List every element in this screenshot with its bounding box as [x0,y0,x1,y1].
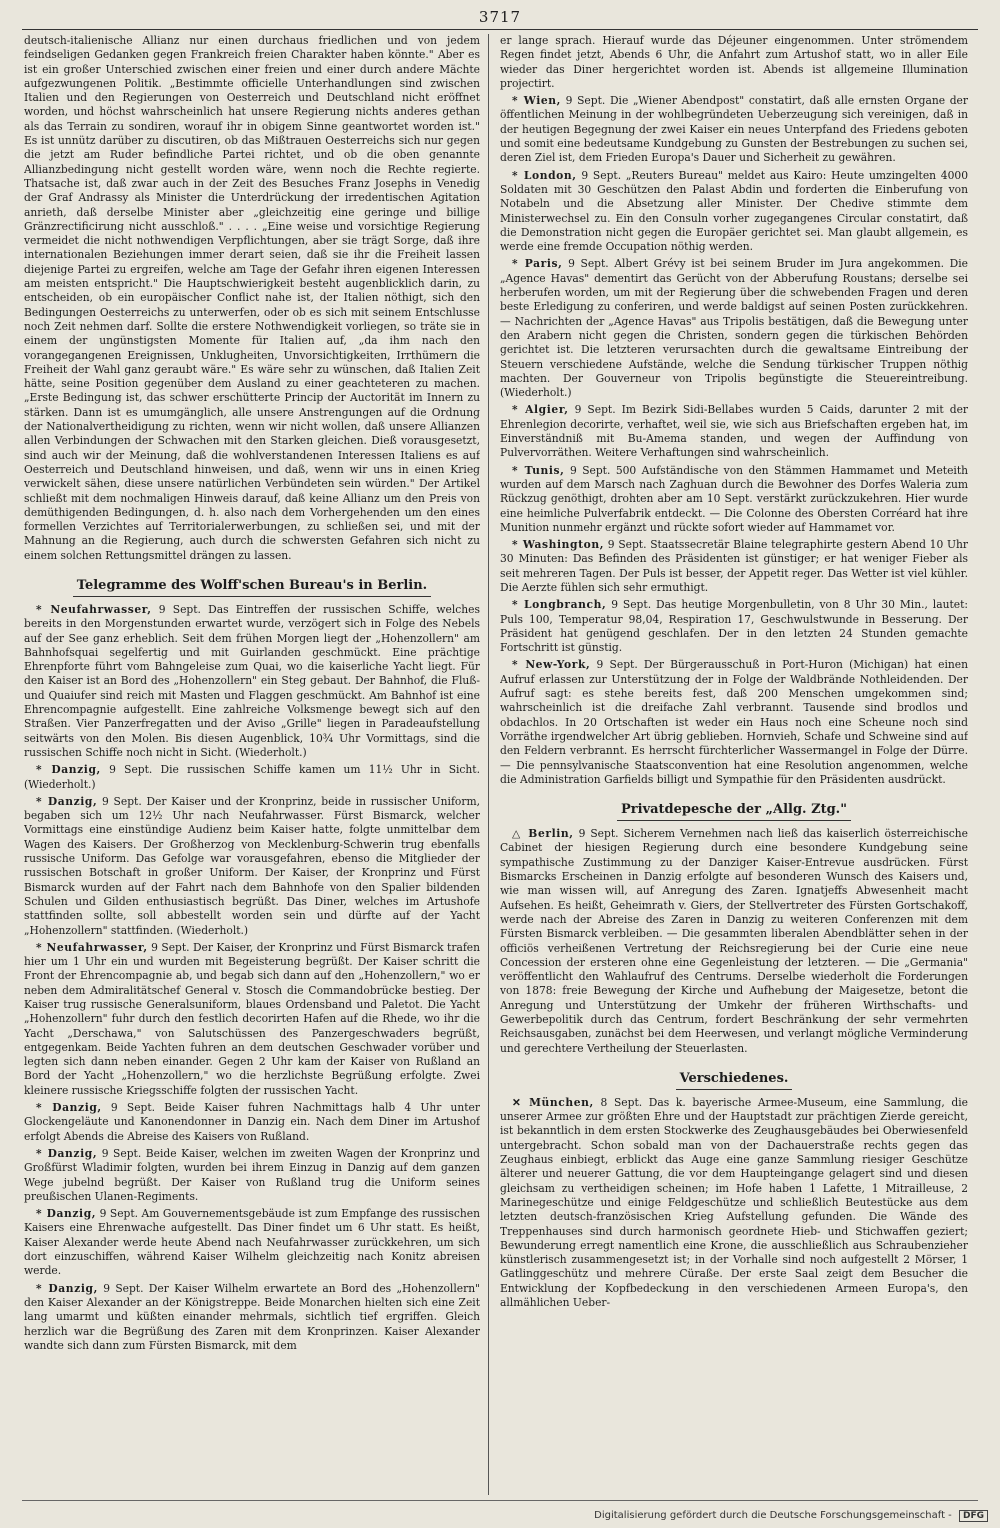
section-heading-text: Privatdepesche der „Allg. Ztg." [617,801,851,821]
footer-text: Digitalisierung gefördert durch die Deutsche Forschungsgemeinschaft - [594,1510,952,1521]
article-paragraph [500,538,968,595]
header-rule [22,29,978,30]
paragraph-text: 9 Sept. Der Kaiser und der Kronprinz, beide in russischer Uniform, begaben sich um 12½ Uhr nach Neufahrwasser. Fürst Bismarck, welcher Vormittags eine einstündige Audienz beim Kaiser hatte, folgte unmittelbar dem Wagen des Kaisers. Der Großherzog von Mecklenburg-Schwerin trug ebenfalls russische Uniform. Das Gefolge war vorausgefahren, ebenso die Mitglieder der russischen Botschaft in großer Uniform. Der Kaiser, der Kronprinz und Fürst Bismarck wurden auf der Fahrt nach dem Bahnhofe von den Spalier bildenden Schulen und Gilden enthusiastisch begrüßt. Das Diner, welches im Artushofe stattfinden sollte, soll abbestellt worden sein und dürfte auf der Yacht „Hohenzollern" stattfinden. (Wiederholt.) [24,794,480,937]
paragraph-text: 9 Sept. Beide Kaiser, welchen im zweiten Wagen der Kronprinz und Großfürst Wladimir folgten, wurden bei ihrem Einzug in Danzig auf dem ganzen Wege jubelnd begrüßt. Der Kaiser von Rußland trug die Uniform seines preußischen Ulanen-Regiments. [24,1146,480,1203]
article-paragraph [24,1101,480,1144]
article-paragraph [24,763,480,792]
article-paragraph [24,941,480,1098]
paragraph-text: 9 Sept. 500 Aufständische von den Stämmen Hammamet und Meteith wurden auf dem Marsch nach Zaghuan durch die Bewohner des Dorfes Waleria zum Rückzug genöthigt, drohten aber am 10 Sept. verstärkt zurückzukehren. Hier wurde eine heimliche Pulverfabrik entdeckt. — Die Colonne des Obersten Corréard hat ihre Munition nunmehr ergänzt und rückte sofort wieder auf Hammamet vor. [500,463,968,534]
article-paragraph [500,1096,968,1310]
section-heading-text: Verschiedenes. [676,1070,793,1090]
paragraph-text: 8 Sept. Das k. bayerische Armee-Museum, eine Sammlung, die unserer Armee zur größten Ehre und der Hauptstadt zur prächtigen Zierde gereicht, ist bekanntlich in dem ersten Stockwerke des Zeughausgebäudes bei Oberwiesenfeld untergebracht. Schon sobald man von der Dachauerstraße rechts gegen das Zeughaus einbiegt, erblickt das Auge eine ganze Sammlung riesiger Geschütze älterer und neuerer Gattung, die vor dem Haupteingange gelagert sind und diesen gleichsam zu vertheidigen scheinen; im Hofe haben 1 Lafette, 1 Mitrailleuse, 2 Marinegeschütze und einige Feldgeschütze und schließlich Beutestücke aus dem letzten deutsch-französischen Krieg Aufstellung gefunden. Die Wände des Treppenhauses sind durch harmonisch geordnete Hieb- und Stichwaffen geziert; Bewunderung erregt namentlich eine Krone, die ausschließlich aus Schraubenzieher künstlerisch zusammengesetzt ist; in der Vorhalle sind noch aufgestellt 2 Mörser, 1 Gatlinggeschütz und mehrere Cüraße. Der erste Saal zeigt dem Besucher die Entwicklung der Kopfbedeckung in den verschiedenen Armeen Europa's, den allmählichen Ueber- [500,1095,968,1310]
article-paragraph [24,34,480,563]
article-paragraph [24,1282,480,1353]
dateline: * Danzig, [36,763,101,777]
dateline: △ Berlin, [512,827,574,841]
dateline: * Danzig, [36,1207,97,1221]
paragraph-text: 9 Sept. Beide Kaiser fuhren Nachmittags halb 4 Uhr unter Glockengeläute und Kanonendonner in Danzig ein. Nach dem Diner im Artushof erfolgt Abends die Abreise des Kaisers von Rußland. [24,1101,480,1143]
paragraph-text: 9 Sept. Das heutige Morgenbulletin, von 8 Uhr 30 Min., lautet: Puls 100, Temperatur 98,04, Respiration 17, Geschwulstwunde in Besserung. Der Präsident hat genügend geschlafen. Der in den letzten 24 Stunden gemachte Fortschritt ist günstig. [500,598,968,655]
column-divider [488,34,489,1495]
dateline: * Algier, [512,403,569,417]
section-heading [500,801,968,821]
left-column [24,34,480,1497]
paragraph-text: 9 Sept. Die „Wiener Abendpost" constatirt, daß alle ernsten Organe der öffentlichen Meinung in der wohlbegründeten Ueberzeugung sich vereinigen, daß in der heutigen Begegnung der zwei Kaiser ein neues Unterpfand des Friedens geboten und somit eine bedeutsame Kundgebung zu Gunsten der Bestrebungen zu suchen sei, deren Ziel ist, dem Frieden Europa's Dauer und Sicherheit zu gewähren. [500,94,968,165]
paragraph-text: 9 Sept. Der Kaiser, der Kronprinz und Fürst Bismarck trafen hier um 1 Uhr ein und wurden mit Begeisterung begrüßt. Der Kaiser schritt die Front der Ehrencompagnie ab, und begab sich dann auf den „Hohenzollern," wo er neben dem Admiralitätschef General v. Stosch die Commandobrücke bestieg. Der Kaiser trug russische Generalsuniform, blaues Ordensband und Paletot. Die Yacht „Hohenzollern" fuhr durch den festlich decorirten Hafen auf die Rhede, wo ihr die Yacht „Derschawa," von Salutschüssen des Panzergeschwaders begrüßt, entgegenkam. Beide Yachten fuhren an dem deutschen Geschwader vorüber und legten sich dann neben einander. Gegen 2 Uhr kam der Kaiser von Rußland an Bord der Yacht „Hohenzollern," wo die herzlichste Begrüßung erfolgte. Zwei kleinere russische Kriegsschiffe folgten der russischen Yacht. [24,940,480,1097]
dateline: * Danzig, [36,1281,98,1295]
dateline: ✕ München, [512,1095,594,1109]
right-column [500,34,968,1497]
paragraph-text: 9 Sept. Albert Grévy ist bei seinem Bruder im Jura angekommen. Die „Agence Havas" dementirt das Gerücht von der Abberufung Roustans; derselbe sei herberufen worden, um mit der Regierung über die schwebenden Fragen und deren beste Erledigung zu conferiren, und werde baldigst auf seinen Posten zurückkehren. — Nachrichten der „Agence Havas" aus Tripolis bestätigen, daß die Bewegung unter den Arabern nicht gegen die Christen, sondern gegen die türkischen Behörden gerichtet ist. Die letzteren verursachten durch die gewaltsame Eintreibung der Steuern verschiedene Aufstände, welche die Sendung türkischer Truppen nöthig machten. Der Gouverneur von Tripolis begünstigte die Steuereintreibung. (Wiederholt.) [500,257,968,400]
article-paragraph [500,34,968,91]
paragraph-text: 9 Sept. Sicherem Vernehmen nach ließ das kaiserlich österreichische Cabinet der hiesigen Regierung durch eine besondere Kundgebung seine sympathische Zustimmung zu der Danziger Kaiser-Entrevue ausdrücken. Fürst Bismarcks Erscheinen in Danzig erfolgte auf besonderen Wunsch des Kaisers und, wie man wissen will, auf Anregung des Zaren. Ignatjeffs Abwesenheit macht Aufsehen. Es heißt, Geheimrath v. Giers, der Stellvertreter des Fürsten Gortschakoff, werde nach der Abreise des Zaren in Danzig zu weiteren Conferenzen mit dem Fürsten Bismarck verbleiben. — Die gesammten liberalen Abendblätter sehen in der officiös verheißenen Vertretung der Reichsregierung bei der Curie eine neue Concession der ersteren ohne eine Gegenleistung der letzteren. — Die „Germania" veröffentlicht den Wahlaufruf des Centrums. Derselbe wiederholt die Forderungen von 1878: freie Bewegung der Kirche und Aufhebung der Maigesetze, betont die Anregung und Unterstützung der Umkehr der früheren Wirthschafts- und Gewerbepolitik durch das Centrum, fordert Beschränkung der sehr vermehrten Reichsausgaben, zunächst bei dem Heerwesen, und verlangt mögliche Verminderung und gerechtere Vertheilung der Steuerlasten. [500,827,968,1055]
article-paragraph [24,795,480,938]
paragraph-text: 9 Sept. Der Bürgerausschuß in Port-Huron (Michigan) hat einen Aufruf erlassen zur Unterstützung der in Folge der Waldbrände Nothleidenden. Der Aufruf sagt: es stehe bereits fest, daß 200 Menschen umgekommen sind; wahrscheinlich ist die dreifache Zahl verbrannt. Tausende sind brodlos und obdachlos. In 20 Ortschaften ist weder ein Haus noch eine Scheune noch sind Vorräthe irgendwelcher Art übrig geblieben. Hornvieh, Schafe und Schweine sind auf den Feldern verbrannt. Es herrscht fürchterlicher Wassermangel in Folge der Dürre. — Die pennsylvanische Staatsconvention hat eine Resolution angenommen, welche die Administration Garfields billigt und Sympathie für den Präsidenten ausdrückt. [500,658,968,786]
section-heading-text: Telegramme des Wolff'schen Bureau's in Berlin. [73,577,431,597]
dateline: * Washington, [512,538,605,552]
dateline: * Danzig, [36,1101,102,1115]
paragraph-text: 9 Sept. Staatssecretär Blaine telegraphirte gestern Abend 10 Uhr 30 Minuten: Das Befinden des Präsidenten ist günstiger; er hat weniger Fieber als seit mehreren Tagen. Der Puls ist besser, der Appetit reger. Das Wetter ist viel kühler. Die Aerzte fühlen sich sehr ermuthigt. [500,538,968,594]
paragraph-text: deutsch-italienische Allianz nur einen durchaus friedlichen und von jedem feindseligen Gedanken gegen Frankreich freien Charakter haben könnte." Aber es ist ein großer Unterschied zwischen einer freien und einer durch andere Mächte aufgezwungenen Politik. „Bestimmte officielle Unterhandlungen sind zwischen Italien und den Regierungen von Oesterreich und Deutschland nicht eröffnet worden, und höchst wahrscheinlich hat unsere Regierung nichts anderes gethan als das Terrain zu sondiren, worauf ihr in obigem Sinne geantwortet worden ist." Es ist unnütz darüber zu discutiren, ob das Mißtrauen Oesterreichs sich nur gegen die jetzt am Ruder befindliche Partei richtet, und ob die oben genannte Allianzbedingung nicht gestellt worden wäre, wenn noch die Rechte regierte. Thatsache ist, daß zwar auch in der Zeit des Besuches Franz Josephs in Venedig der Graf Andrassy als Minister die Unterdrückung der irredentischen Agitation anrieth, daß derselbe Minister aber „gleichzeitig eine geringe und billige Gränzrectificirung nicht ausschloß." . . . . „Eine weise und vorsichtige Regierung vermeidet die nicht nothwendigen Verpflichtungen, aber sie trägt Sorge, daß ihre internationalen Beziehungen immer derart seien, daß sie ihr die Freiheit lassen diejenige Partei zu ergreifen, welche am Tage der Gefahr ihren eigenen Interessen am meisten entspricht." Die Hauptschwierigkeit besteht augenblicklich darin, zu entscheiden, ob ein europäischer Conflict nahe ist, der Italien nöthigt, sich den Bedingungen Oesterreichs zu unterwerfen, oder ob es sich mit seinem Entschlusse noch Zeit nehmen darf. Sollte die erstere Nothwendigkeit vorliegen, so träte sie in einem der ungünstigsten Momente für Italien auf, „da ihm nach den vorangegangenen Ereignissen, Unklugheiten, Unvorsichtigkeiten, Irrthümern die Freiheit der Wahl ganz geraubt wäre." Es wäre sehr zu wünschen, daß Italien Zeit hätte, seine Position gegenüber dem Ausland zu einer geachteteren zu machen. „Erste Bedingung ist, das schwer erschütterte Princip der Auctorität im Innern zu stärken. Dann ist es umumgänglich, alle unsere Anstrengungen auf die Ordnung der Nationalvertheidigung zu richten, wenn wir nicht wollen, daß unsere Allianzen allen Verbindungen der Schwachen mit den Starken gleichen. Dieß vorausgesetzt, sind auch wir der Meinung, daß die wohlverstandenen Interessen Italiens es auf Oesterreich und Deutschland hinweisen, und daß, wenn wir uns in einen Krieg verwickelt sähen, diese unsere natürlichen Verbündeten sein würden." Der Artikel schließt mit dem nochmaligen Hinweis darauf, daß keine Allianz um den Preis von demüthigenden Bedingungen, d. h. also nach dem Vorhergehenden um den eines formellen Verzichtes auf Territorialerwerbungen, zu schließen sei, und mit der Mahnung an die Regierung, auch durch die schwersten Gefahren sich nicht zu einem solchen Rettungsmittel drängen zu lassen. [24,34,480,562]
dateline: * Neufahrwasser, [36,940,148,954]
article-paragraph [500,598,968,655]
paragraph-text: 9 Sept. Am Gouvernementsgebäude ist zum Empfange des russischen Kaisers eine Ehrenwache aufgestellt. Das Diner findet um 6 Uhr statt. Es heißt, Kaiser Alexander werde heute Abend nach Neufahrwasser zurückkehren, um sich dort einzuschiffen, während Kaiser Wilhelm gleichzeitig nach Konitz abreisen werde. [24,1207,480,1278]
dateline: * Danzig, [36,794,98,808]
article-paragraph [500,464,968,535]
article-paragraph [500,403,968,460]
paragraph-text: 9 Sept. Im Bezirk Sidi-Bellabes wurden 5 Caids, darunter 2 mit der Ehrenlegion decorirte, verhaftet, weil sie, wie sich aus Briefschaften ergeben hat, im Einverständniß mit Bu-Amema standen, und wegen der Auffindung von Pulvervorräthen. Weitere Verhaftungen sind wahrscheinlich. [500,403,968,460]
dateline: * Tunis, [512,463,565,477]
article-paragraph [500,658,968,787]
article-paragraph [500,94,968,165]
dateline: * Neufahrwasser, [36,602,152,616]
paragraph-text: 9 Sept. „Reuters Bureau" meldet aus Kairo: Heute umzingelten 4000 Soldaten mit 30 Geschützen den Palast Abdin und forderten die Einberufung von Notabeln und die Absetzung aller Minister. Der Chedive stimmte dem Ministerwechsel zu. Ein den Consuln vorher zugegangenes Circular constatirt, daß die Demonstration nicht gegen die Europäer gerichtet sei. Man glaubt allgemein, es werde eine fremde Occupation nöthig werden. [500,168,968,254]
article-paragraph [500,257,968,400]
article-paragraph [500,827,968,1056]
dfg-logo: DFG [959,1510,988,1522]
article-paragraph [24,1207,480,1278]
dateline: * Longbranch, [512,598,607,612]
paragraph-text: 9 Sept. Das Eintreffen der russischen Schiffe, welches bereits in den Morgenstunden erwartet wurde, verzögert sich in Folge des Nebels auf der See ganz erheblich. Seit dem frühen Morgen liegt der „Hohenzollern" am Bahnhofsquai segelfertig und mit Guirlanden geschmückt. Eine prächtige Ehrenpforte führt vom Bahngeleise zum Quai, wo die kaiserliche Yacht liegt. Für den Kaiser ist an Bord des „Hohenzollern" ein Steg gebaut. Der Bahnhof, die Fluß- und Quaiufer sind reich mit Masten und Flaggen geschmückt. Am Bahnhof ist eine Ehrencompagnie aufgestellt. Eine zahlreiche Volksmenge bewegt sich auf den Straßen. Vier Panzerfregatten und der Aviso „Grille" liegen in Paradeaufstellung seitwärts von den Molen. Bis diesen Augenblick, 10¾ Uhr Vormittags, sind die russischen Schiffe noch nicht in Sicht. (Wiederholt.) [24,602,480,759]
article-paragraph [24,603,480,760]
paragraph-text: 9 Sept. Der Kaiser Wilhelm erwartete an Bord des „Hohenzollern" den Kaiser Alexander an der Königstreppe. Beide Monarchen hielten sich eine Zeit lang umarmt und küßten einander mehrmals, sichtlich tief ergriffen. Gleich herzlich war die Begrüßung des Zaren mit dem Kronprinzen. Kaiser Alexander wandte sich dann zum Fürsten Bismarck, mit dem [24,1281,480,1352]
dateline: * Paris, [512,257,563,271]
paragraph-text: 9 Sept. Die russischen Schiffe kamen um 11½ Uhr in Sicht. (Wiederholt.) [24,763,480,791]
dateline: * Wien, [512,94,561,108]
section-heading [24,577,480,597]
footer-rule [22,1500,978,1501]
section-heading [500,1070,968,1090]
article-paragraph [500,169,968,255]
dateline: * New-York, [512,658,591,672]
footer [594,1510,988,1522]
paragraph-text: er lange sprach. Hierauf wurde das Déjeuner eingenommen. Unter strömendem Regen findet jetzt, Abends 6 Uhr, die Anfahrt zum Artushof statt, wo in aller Eile wieder das Diner hergerichtet worden ist. Abends ist allgemeine Illumination projectirt. [500,34,968,90]
dateline: * London, [512,168,577,182]
article-paragraph [24,1147,480,1204]
dateline: * Danzig, [36,1146,98,1160]
page-number: 3717 [478,8,522,26]
